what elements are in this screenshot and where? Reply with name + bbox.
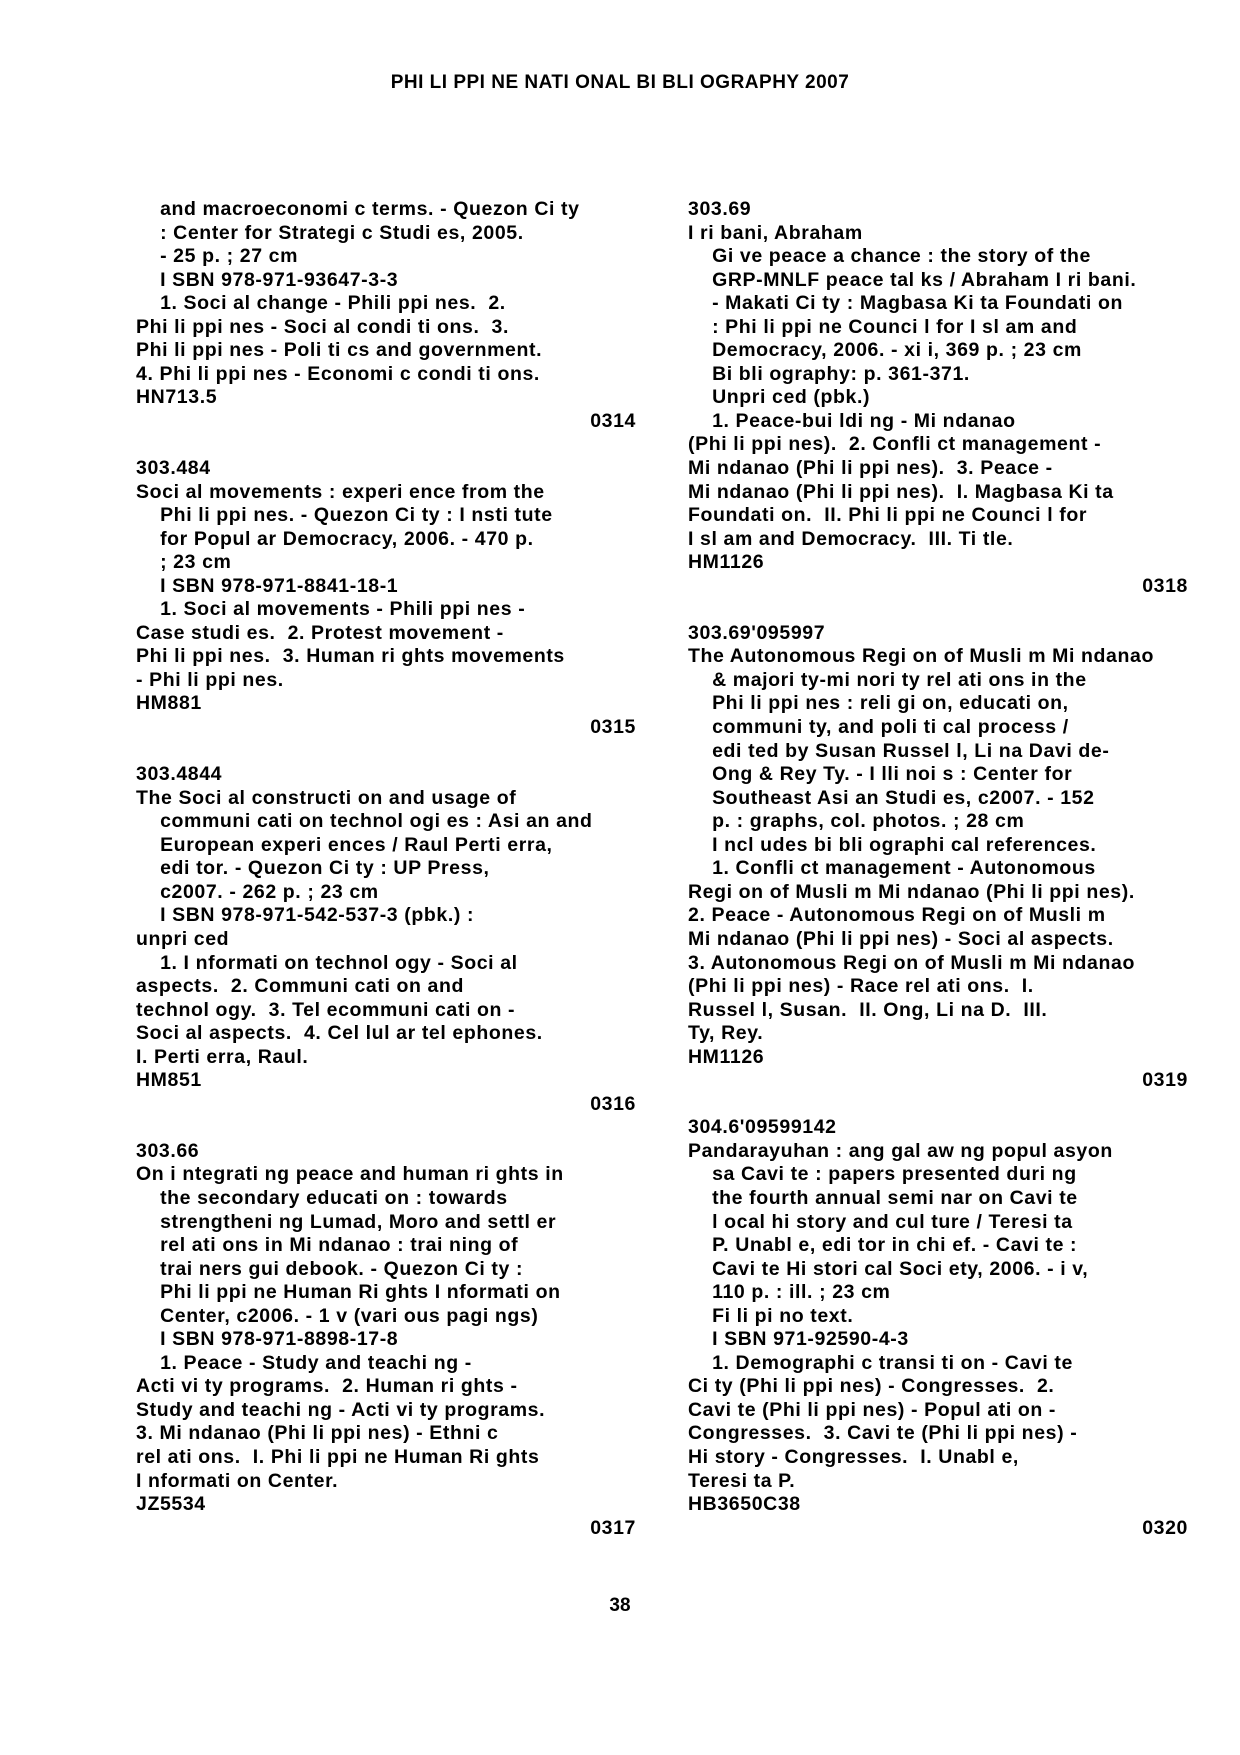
bibliography-line: Cavi te Hi stori cal Soci ety, 2006. - i v, xyxy=(688,1257,1089,1280)
bibliography-line: Democracy, 2006. - xi i, 369 p. ; 23 cm xyxy=(688,339,1082,362)
bibliography-line: c2007. - 262 p. ; 23 cm xyxy=(136,880,379,903)
bibliography-line: I sl am and Democracy. III. Ti tle. xyxy=(688,527,1014,550)
bibliography-line: 2. Peace - Autonomous Regi on of Musli m xyxy=(688,904,1106,927)
bibliography-line: Study and teachi ng - Acti vi ty programs. xyxy=(136,1398,546,1421)
left-column xyxy=(136,198,636,1540)
bibliography-line: The Soci al constructi on and usage of xyxy=(136,786,517,809)
page-number: 38 xyxy=(609,1595,631,1616)
bibliography-line: Soci al aspects. 4. Cel lul ar tel ephones. xyxy=(136,1022,543,1045)
bibliography-line: 1. Confli ct management - Autonomous xyxy=(688,857,1096,880)
bibliography-line: HN713.5 xyxy=(136,386,218,409)
bibliography-line: technol ogy. 3. Tel ecommuni cati on - xyxy=(136,998,516,1021)
entry-number: 0318 xyxy=(1142,574,1188,597)
bibliography-line: communi ty, and poli ti cal process / xyxy=(688,716,1069,739)
bibliography-line: HM881 xyxy=(136,692,202,715)
bibliography-line: - Makati Ci ty : Magbasa Ki ta Foundati on xyxy=(688,292,1123,315)
entry-number: 0320 xyxy=(1142,1516,1188,1539)
bibliography-line: Phi li ppi nes - Poli ti cs and government. xyxy=(136,339,543,362)
bibliography-line: - Phi li ppi nes. xyxy=(136,668,284,691)
bibliography-line: Soci al movements : experi ence from the xyxy=(136,480,545,503)
right-column xyxy=(688,198,1188,1540)
bibliography-line: : Phi li ppi ne Counci l for I sl am and xyxy=(688,315,1078,338)
bibliography-line: p. : graphs, col. photos. ; 28 cm xyxy=(688,810,1025,833)
bibliography-line: Phi li ppi nes - Soci al condi ti ons. 3. xyxy=(136,315,510,338)
bibliography-line: P. Unabl e, edi tor in chi ef. - Cavi te : xyxy=(688,1234,1078,1257)
bibliography-line: Phi li ppi nes : reli gi on, educati on, xyxy=(688,692,1069,715)
bibliography-line: I ncl udes bi bli ographi cal references. xyxy=(688,833,1097,856)
bibliography-line: Unpri ced (pbk.) xyxy=(688,386,871,409)
bibliography-line: 303.4844 xyxy=(136,763,223,786)
bibliography-line: On i ntegrati ng peace and human ri ghts in xyxy=(136,1163,564,1186)
bibliography-line: 1. Peace-bui ldi ng - Mi ndanao xyxy=(688,409,1016,432)
bibliography-line: I SBN 978-971-8841-18-1 xyxy=(136,574,399,597)
bibliography-line: 1. Soci al movements - Phili ppi nes - xyxy=(136,598,526,621)
bibliography-line: edi tor. - Quezon Ci ty : UP Press, xyxy=(136,857,490,880)
bibliography-line: & majori ty-mi nori ty rel ati ons in the xyxy=(688,668,1087,691)
bibliography-line: HM1126 xyxy=(688,1045,765,1068)
bibliography-line: Mi ndanao (Phi li ppi nes). I. Magbasa Ki ta xyxy=(688,480,1114,503)
bibliography-line: 303.66 xyxy=(136,1139,200,1162)
bibliography-line: 303.69 xyxy=(688,198,752,220)
bibliography-line: 1. Soci al change - Phili ppi nes. 2. xyxy=(136,292,506,315)
blank-line xyxy=(688,1093,1188,1117)
bibliography-line: Center, c2006. - 1 v (vari ous pagi ngs) xyxy=(136,1304,539,1327)
bibliography-line: 303.484 xyxy=(136,457,211,480)
bibliography-line: (Phi li ppi nes) - Race rel ati ons. I. xyxy=(688,975,1034,998)
blank-line xyxy=(688,598,1188,622)
entry-number: 0316 xyxy=(590,1092,636,1115)
bibliography-line: : Center for Strategi c Studi es, 2005. xyxy=(136,221,524,244)
bibliography-line: 3. Mi ndanao (Phi li ppi nes) - Ethni c xyxy=(136,1422,499,1445)
bibliography-line: 303.69'095997 xyxy=(688,621,826,644)
bibliography-line: Mi ndanao (Phi li ppi nes) - Soci al aspects. xyxy=(688,927,1114,950)
bibliography-line: Regi on of Musli m Mi ndanao (Phi li ppi nes). xyxy=(688,880,1135,903)
bibliography-line: European experi ences / Raul Perti erra, xyxy=(136,833,553,856)
bibliography-line: the secondary educati on : towards xyxy=(136,1186,508,1209)
bibliography-line: 4. Phi li ppi nes - Economi c condi ti ons. xyxy=(136,362,540,385)
bibliography-line: rel ati ons in Mi ndanao : trai ning of xyxy=(136,1234,519,1257)
bibliography-line: Foundati on. II. Phi li ppi ne Counci l for xyxy=(688,504,1088,527)
bibliography-line: JZ5534 xyxy=(136,1493,206,1516)
bibliography-line: Acti vi ty programs. 2. Human ri ghts - xyxy=(136,1375,518,1398)
bibliography-line: I nformati on Center. xyxy=(136,1469,339,1492)
bibliography-line: 304.6'09599142 xyxy=(688,1116,837,1139)
bibliography-line: I SBN 978-971-93647-3-3 xyxy=(136,268,399,291)
blank-line xyxy=(136,740,636,764)
bibliography-line: Cavi te (Phi li ppi nes) - Popul ati on - xyxy=(688,1398,1057,1421)
bibliography-line: and macroeconomi c terms. - Quezon Ci ty xyxy=(136,198,580,220)
bibliography-line: the fourth annual semi nar on Cavi te xyxy=(688,1186,1078,1209)
bibliography-line: - 25 p. ; 27 cm xyxy=(136,245,299,268)
bibliography-line: Teresi ta P. xyxy=(688,1469,796,1492)
bibliography-line: Russel l, Susan. II. Ong, Li na D. III. xyxy=(688,998,1048,1021)
bibliography-line: HB3650C38 xyxy=(688,1493,801,1516)
bibliography-line: strengtheni ng Lumad, Moro and settl er xyxy=(136,1210,557,1233)
bibliography-line: aspects. 2. Communi cati on and xyxy=(136,975,465,998)
bibliography-line: HM851 xyxy=(136,1069,202,1092)
bibliography-line: for Popul ar Democracy, 2006. - 470 p. xyxy=(136,527,534,550)
bibliography-line: 1. Demographi c transi ti on - Cavi te xyxy=(688,1351,1073,1374)
bibliography-line: Pandarayuhan : ang gal aw ng popul asyon xyxy=(688,1139,1113,1162)
blank-line xyxy=(136,433,636,457)
bibliography-line: ; 23 cm xyxy=(136,551,232,574)
bibliography-line: I. Perti erra, Raul. xyxy=(136,1045,309,1068)
bibliography-line: Ong & Rey Ty. - I lli noi s : Center for xyxy=(688,763,1073,786)
bibliography-line: GRP-MNLF peace tal ks / Abraham I ri bani. xyxy=(688,268,1137,291)
bibliography-line: Gi ve peace a chance : the story of the xyxy=(688,245,1091,268)
bibliography-line: I ri bani, Abraham xyxy=(688,221,863,244)
entry-number: 0319 xyxy=(1142,1069,1188,1092)
bibliography-line: Hi story - Congresses. I. Unabl e, xyxy=(688,1445,1019,1468)
bibliography-line: 1. Peace - Study and teachi ng - xyxy=(136,1351,472,1374)
bibliography-line: 110 p. : ill. ; 23 cm xyxy=(688,1281,891,1304)
page-header-title: PHI LI PPI NE NATI ONAL BI BLI OGRAPHY 2007 xyxy=(390,72,850,93)
bibliography-line: I SBN 978-971-8898-17-8 xyxy=(136,1328,399,1351)
bibliography-line: The Autonomous Regi on of Musli m Mi ndanao xyxy=(688,645,1154,668)
entry-number: 0317 xyxy=(590,1516,636,1539)
entry-number: 0315 xyxy=(590,716,636,739)
bibliography-line: Phi li ppi nes. 3. Human ri ghts movements xyxy=(136,645,565,668)
bibliography-line: sa Cavi te : papers presented duri ng xyxy=(688,1163,1077,1186)
bibliography-line: (Phi li ppi nes). 2. Confli ct management - xyxy=(688,433,1102,456)
bibliography-line: Phi li ppi nes. - Quezon Ci ty : I nsti tute xyxy=(136,504,553,527)
bibliography-line: 1. I nformati on technol ogy - Soci al xyxy=(136,951,518,974)
bibliography-line: Ty, Rey. xyxy=(688,1022,764,1045)
bibliography-line: I SBN 971-92590-4-3 xyxy=(688,1328,909,1351)
entry-number: 0314 xyxy=(590,409,636,432)
bibliography-line: Mi ndanao (Phi li ppi nes). 3. Peace - xyxy=(688,457,1053,480)
bibliography-line: Bi bli ography: p. 361-371. xyxy=(688,362,970,385)
bibliography-line: Ci ty (Phi li ppi nes) - Congresses. 2. xyxy=(688,1375,1055,1398)
blank-line xyxy=(136,1116,636,1140)
bibliography-line: HM1126 xyxy=(688,551,765,574)
bibliography-line: 3. Autonomous Regi on of Musli m Mi ndanao xyxy=(688,951,1135,974)
bibliography-line: rel ati ons. I. Phi li ppi ne Human Ri ghts xyxy=(136,1445,540,1468)
bibliography-line: Southeast Asi an Studi es, c2007. - 152 xyxy=(688,786,1095,809)
bibliography-line: unpri ced xyxy=(136,927,230,950)
bibliography-line: Congresses. 3. Cavi te (Phi li ppi nes) - xyxy=(688,1422,1078,1445)
bibliography-line: Phi li ppi ne Human Ri ghts I nformati on xyxy=(136,1281,561,1304)
bibliography-line: l ocal hi story and cul ture / Teresi ta xyxy=(688,1210,1073,1233)
bibliography-line: communi cati on technol ogi es : Asi an and xyxy=(136,810,593,833)
bibliography-line: edi ted by Susan Russel l, Li na Davi de- xyxy=(688,739,1110,762)
bibliography-line: I SBN 978-971-542-537-3 (pbk.) : xyxy=(136,904,475,927)
bibliography-line: trai ners gui debook. - Quezon Ci ty : xyxy=(136,1257,524,1280)
bibliography-line: Fi li pi no text. xyxy=(688,1304,854,1327)
bibliography-line: Case studi es. 2. Protest movement - xyxy=(136,621,504,644)
